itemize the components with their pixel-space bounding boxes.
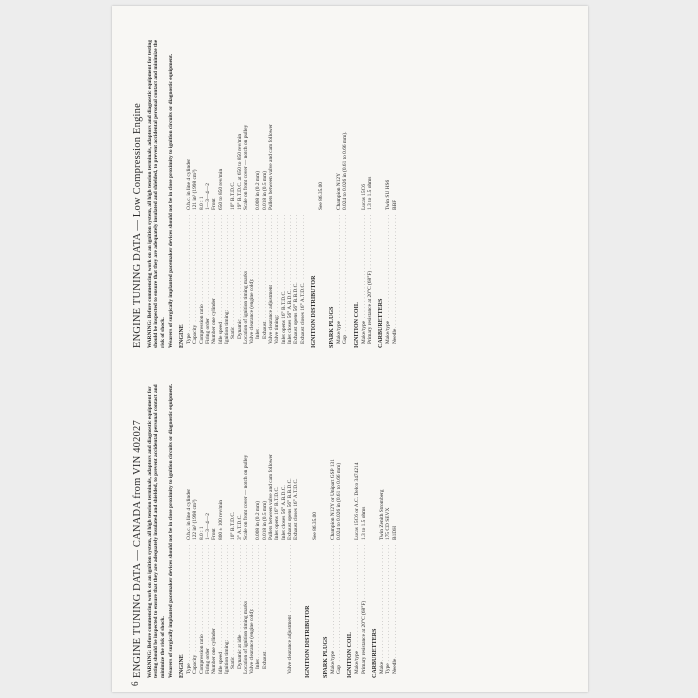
spec-label <box>312 544 318 678</box>
spec-value: B1DH <box>391 525 398 540</box>
section-title: IGNITION COIL <box>353 302 360 348</box>
spec-label-text: Primary resistance at 20°C (68°F) <box>367 270 373 348</box>
spec-label-text: Firing order <box>205 317 211 348</box>
spec-value: Lucas 15C6 or A.C. Delco 3474214 <box>354 462 361 540</box>
spec-row <box>361 378 367 678</box>
spec-value: 175 CD SEVX <box>385 507 392 540</box>
spec-value: Exhaust closes 16° A.T.D.C. <box>293 478 300 540</box>
spec-row <box>367 32 373 348</box>
spec-value: Inlet closes 56° A.B.D.C. <box>280 485 287 540</box>
warning-text: WARNING: Before commencing work on an ignition system, all high tension terminals, adaptors and diagnostic equipment for testing should be inspected to ensure that they are adequately insulated and shielded, to prevent accidental personal contact and minimize the risk of shock. <box>147 384 166 678</box>
spec-label-text: Inlet <box>255 328 261 348</box>
spec-label-text: Ignition timing: <box>224 639 230 678</box>
spec-value: 8.0 : 1 <box>198 526 205 540</box>
spec-value: 0.018 in (0.5 mm) <box>261 170 268 210</box>
section-distributor <box>305 378 318 678</box>
spec-label-text: Make <box>379 661 385 678</box>
section-carburetters <box>378 32 398 348</box>
spec-label-text: Firing order <box>205 647 211 678</box>
page-number: 6 <box>130 681 140 686</box>
spec-label-text: Capacity <box>192 654 198 678</box>
spec-value: BBF <box>391 199 398 210</box>
section-spark-plugs <box>323 378 343 678</box>
spec-value: Champion N12Y <box>336 173 343 210</box>
section-title: CARBURETTERS <box>378 298 385 348</box>
spec-label-text <box>274 673 280 678</box>
spec-label-text: Compression ratio <box>199 303 205 348</box>
spec-row <box>300 32 306 348</box>
spec-value: 0.008 in (0.2 mm) <box>255 170 262 210</box>
section-distributor <box>311 32 324 348</box>
spec-label-text: Static <box>230 656 236 678</box>
spec-row <box>392 378 398 678</box>
spec-row <box>336 378 342 678</box>
warning-text: WARNING: Before commencing work on an ignition system, all high tension terminals, adaptors and diagnostic equipment for testing should be inspected to ensure that they are adequately insulated and shielded, to prevent accidental personal contact and minimize the risk of shock. <box>147 39 166 348</box>
section-spark-plugs <box>329 32 349 348</box>
spec-label-text: Compression ratio <box>199 633 205 678</box>
spec-label-text: Dynamic <box>237 318 243 348</box>
spec-value: Twin SU HS6 <box>385 179 392 210</box>
spec-label-text: Exhaust <box>262 651 268 678</box>
spec-value: 3° A.T.D.C. <box>236 514 243 540</box>
spec-label-text: Type <box>186 332 192 348</box>
section-title: CARBURETTERS <box>372 628 379 678</box>
spec-row <box>318 32 324 348</box>
section-title: ENGINE <box>179 324 186 348</box>
section-title: IGNITION COIL <box>347 632 354 678</box>
spec-value: See 86.35.00 <box>311 512 318 540</box>
spec-label-text: Make/type <box>336 320 342 348</box>
spec-label-text: Valve clearance (engine cold): <box>249 278 255 348</box>
spec-value: 10° B.T.D.C. <box>230 181 237 210</box>
spec-row <box>293 378 299 678</box>
column-low-compression <box>132 32 398 348</box>
spec-value: Scale on front cover — notch on pulley <box>242 124 249 210</box>
spec-label-text: Valve clearance adjustment <box>287 614 293 678</box>
spec-sections <box>179 378 398 678</box>
spec-label-text <box>312 673 318 678</box>
spec-value: 8.0 : 1 <box>198 196 205 210</box>
spec-row <box>312 378 318 678</box>
spec-row <box>342 32 348 348</box>
column-title: ENGINE TUNING DATA — CANADA from VIN 402027 <box>132 420 143 678</box>
spec-label-text: Type <box>186 662 192 678</box>
spec-label-text: Gap <box>336 664 342 678</box>
spec-label-text: Idle speed <box>218 321 224 348</box>
spec-label-text: Exhaust <box>262 321 268 348</box>
spec-value: 122 in³ (1998 cm³) <box>192 499 199 540</box>
spec-value: Lucas 15C6 <box>360 184 367 210</box>
spec-value: 0.024 to 0.026 in (0.61 to 0.66 mm) <box>336 462 343 540</box>
section-title: ENGINE <box>179 654 186 678</box>
spec-value: Champion N12Y or Unipart GSP 131 <box>329 459 336 540</box>
spec-label-text: Dynamic at idle <box>237 634 243 678</box>
section-coil <box>354 32 374 348</box>
spec-value: Scale on front cover — notch on pulley <box>242 454 249 540</box>
spec-label-text: Inlet opens 16° B.T.D.C. <box>281 290 287 348</box>
spec-label <box>392 214 398 348</box>
spec-label-text: Exhaust opens 56° B.B.D.C. <box>293 281 299 348</box>
spec-label <box>361 544 367 678</box>
spec-value: Pallets between valve and cam follower <box>268 124 275 210</box>
spec-label-text: Static <box>230 326 236 348</box>
spec-label <box>342 214 348 348</box>
spec-value: 0.008 in (0.2 mm) <box>255 500 262 540</box>
spec-label-text: Needle <box>392 658 398 678</box>
spec-label-text: Needle <box>392 328 398 348</box>
spec-value: 650 to 850 rev/min <box>217 168 224 210</box>
section-title: SPARK PLUGS <box>322 636 329 678</box>
spec-value: 1—3—4—2 <box>205 183 212 210</box>
spec-value <box>300 32 306 214</box>
section-title: IGNITION DISTRIBUTOR <box>310 275 317 348</box>
spec-label-text: Exhaust closes 16° A.T.D.C. <box>300 282 306 349</box>
section-title: SPARK PLUGS <box>329 306 336 348</box>
spec-label-text <box>268 673 274 678</box>
manual-page <box>112 6 588 692</box>
spec-label <box>318 214 324 348</box>
spec-label-text: Inlet closes 56° A.B.D.C. <box>287 288 293 348</box>
column-canada <box>132 378 398 678</box>
spec-label-text: Valve timing: <box>274 314 280 348</box>
spec-value: 0.024 to 0.026 in (0.61 to 0.66 mm). <box>342 131 349 210</box>
rotated-page-content <box>112 6 588 692</box>
spec-label-text: Capacity <box>192 324 198 348</box>
spec-value: 19° B.T.D.C. at 650 to 850 rev/min <box>236 133 243 210</box>
section-engine <box>179 32 306 348</box>
spec-value: 1.3 to 1.5 ohms <box>360 506 367 540</box>
pacemaker-warning: Wearers of surgically implanted pacemaker devices should not be in close proximity to ignition circuits or diagnostic equipment. <box>167 383 174 678</box>
spec-label-text <box>281 673 287 678</box>
spec-value: O.h.c. in line 4 cylinder <box>186 488 193 540</box>
spec-label <box>300 214 306 348</box>
spec-value: Front <box>211 528 218 540</box>
spec-value: Twin Zenith Stromberg <box>379 489 386 540</box>
spec-sections <box>179 32 398 348</box>
spec-label-text: Gap <box>342 334 348 348</box>
spec-value: 121 in³ (1998 cm³) <box>192 169 199 210</box>
spec-label <box>367 214 373 348</box>
column-title: ENGINE TUNING DATA — Low Compression Engine <box>132 103 143 348</box>
spec-value: 0.018 in (0.5 mm) <box>261 500 268 540</box>
spec-value: O.h.c. in line 4 cylinder <box>186 158 193 210</box>
spec-label-text: Type <box>385 662 391 678</box>
spec-value: Inlet opens 16° B.T.D.C. <box>274 486 281 540</box>
spec-label <box>293 544 299 678</box>
section-title: IGNITION DISTRIBUTOR <box>304 605 311 678</box>
spec-label-text <box>293 673 299 678</box>
spec-label-text: Inlet <box>255 658 261 678</box>
spec-label <box>336 544 342 678</box>
section-carburetters <box>372 378 398 678</box>
section-engine <box>179 378 299 678</box>
spec-label-text: Number one cylinder <box>211 297 217 348</box>
spec-value: 1.3 to 1.5 ohms <box>367 176 374 210</box>
spec-label-text: Make/type <box>385 320 391 348</box>
pacemaker-warning: Wearers of surgically implanted pacemaker devices should not be in close proximity to ignition circuits or diagnostic equipment. <box>167 53 174 348</box>
spec-label-text: Location of ignition timing marks <box>243 600 249 678</box>
spec-label-text: Make/type <box>330 650 336 678</box>
spec-label-text: Idle speed <box>218 651 224 678</box>
spec-label-text: Make/type <box>354 650 360 678</box>
spec-value: Front <box>211 198 218 210</box>
spec-label-text: Make/type <box>361 320 367 348</box>
section-coil <box>347 378 367 678</box>
spec-value: See 86.35.00 <box>317 182 324 210</box>
spec-value: 1—3—4—2 <box>205 513 212 540</box>
spec-label-text: Number one cylinder <box>211 627 217 678</box>
spec-value: 800 ± 100 rev/min <box>217 500 224 540</box>
spec-label-text: Valve clearance adjustment <box>268 284 274 348</box>
spec-value: Exhaust opens 56° B.B.D.C. <box>286 478 293 540</box>
spec-value: 10° B.T.D.C. <box>230 511 237 540</box>
spec-label-text: Location of ignition timing marks <box>243 270 249 348</box>
spec-row <box>392 32 398 348</box>
spec-label <box>392 544 398 678</box>
spec-label-text: Ignition timing: <box>224 309 230 348</box>
spec-label-text: Primary resistance at 20°C (68°F) <box>361 600 367 678</box>
spec-label-text <box>318 343 324 348</box>
spec-label-text: Valve clearance (engine cold): <box>249 608 255 678</box>
spec-value: Pallets between valve and cam follower <box>268 454 275 540</box>
